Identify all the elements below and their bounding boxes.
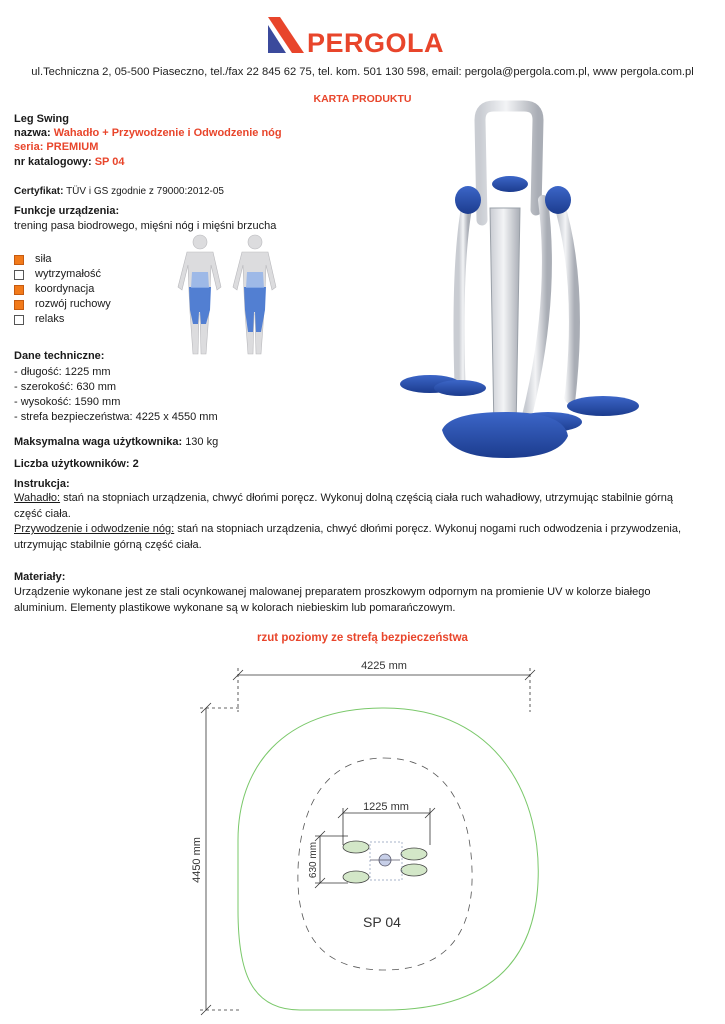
tech-width: - szerokość: 630 mm — [14, 381, 117, 393]
company-address: ul.Techniczna 2, 05-500 Piaseczno, tel./fax 22 845 62 75, tel. kom. 501 130 598, email: pergola@pergola.com.pl, www pergola.com.pl — [31, 66, 694, 78]
instruction-adduction — [14, 522, 704, 553]
users-label: Liczba użytkowników: — [14, 458, 130, 470]
adduction-title: Przywodzenie i odwodzenie nóg: — [14, 523, 175, 535]
instruction-pendulum — [14, 491, 704, 522]
materials-line1: Urządzenie wykonane jest ze stali ocynkowanej malowanej preparatem proszkowym odpornym na promienie UV w kolorze białego — [14, 586, 651, 598]
tech-height: - wysokość: 1590 mm — [14, 396, 121, 408]
feature-label: relaks — [35, 313, 65, 325]
checkbox-sila — [14, 255, 24, 265]
checkbox-rozwoj-ruchowy — [14, 300, 24, 310]
product-photo — [398, 100, 648, 460]
certificate-row — [14, 186, 224, 197]
functions-value: trening pasa biodrowego, mięśni nóg i mięśni brzucha — [14, 220, 277, 232]
muscle-figures-image — [165, 232, 290, 360]
technical-label: Dane techniczne: — [14, 350, 105, 362]
catalog-label: nr katalogowy: — [14, 156, 92, 168]
max-weight-row — [14, 436, 218, 448]
name-value: Wahadło + Przywodzenie i Odwodzenie nóg — [53, 127, 282, 139]
instructions-label: Instrukcja: — [14, 478, 70, 490]
materials-line2: aluminium. Elementy plastikowe wykonane są w kolorach niebieskim lub pomarańczowym. — [14, 601, 456, 614]
cert-label: Certyfikat: — [14, 186, 64, 197]
series-value: PREMIUM — [46, 141, 99, 153]
materials-text — [14, 585, 704, 616]
tech-length: - długość: 1225 mm — [14, 366, 111, 378]
catalog-value: SP 04 — [94, 156, 125, 168]
functions-label: Funkcje urządzenia: — [14, 205, 120, 217]
series-row — [14, 141, 98, 153]
pendulum-text-cont: część ciała. — [14, 507, 71, 520]
checkbox-koordynacja — [14, 285, 24, 295]
dim-length-label: 1225 mm — [363, 801, 409, 813]
feature-label: wytrzymałość — [35, 268, 102, 280]
max-weight-label: Maksymalna waga użytkownika: — [14, 436, 183, 448]
materials-label: Materiały: — [14, 571, 66, 583]
device-top-view — [343, 841, 427, 883]
document-title: KARTA PRODUKTU — [313, 93, 412, 105]
product-name-row — [14, 127, 282, 139]
cert-value: TÜV i GS zgodnie z 79000:2012-05 — [66, 186, 224, 197]
feature-label: koordynacja — [35, 283, 95, 295]
brand-name: PERGOLA — [307, 28, 445, 58]
feature-label: siła — [35, 253, 52, 265]
pendulum-text: stań na stopniach urządzenia, chwyć dłońmi poręcz. Wykonuj dolną częścią ciała ruch wahadłowy, utrzymując stabilnie górną — [60, 492, 674, 504]
pergola-logo-icon — [266, 15, 306, 55]
adduction-text: stań na stopniach urządzenia, chwyć dłońmi poręcz. Wykonuj nogami ruch odwodzenia i przywodzenia, — [174, 523, 681, 535]
adduction-text-cont: utrzymując stabilnie górną część ciała. — [14, 538, 202, 551]
users-value: 2 — [132, 458, 139, 470]
product-name-en: Leg Swing — [14, 113, 69, 125]
dim-depth-label: 630 mm — [308, 841, 319, 879]
users-row — [14, 458, 139, 470]
dim-width-label: 4225 mm — [361, 660, 407, 672]
feature-label: rozwój ruchowy — [35, 298, 111, 310]
checkbox-wytrzymalosc — [14, 270, 24, 280]
max-weight-value: 130 kg — [185, 436, 219, 448]
tech-zone: - strefa bezpieczeństwa: 4225 x 4550 mm — [14, 411, 218, 423]
checkbox-relaks — [14, 315, 24, 325]
catalog-row — [14, 156, 124, 168]
safety-zone-plan — [0, 650, 725, 1024]
dim-height-label: 4450 mm — [191, 837, 203, 883]
series-label: seria: — [14, 141, 44, 153]
name-label: nazwa: — [14, 127, 51, 139]
pendulum-title: Wahadło: — [14, 492, 61, 504]
plan-device-label: SP 04 — [363, 914, 401, 930]
plan-title: rzut poziomy ze strefą bezpieczeństwa — [257, 632, 468, 644]
